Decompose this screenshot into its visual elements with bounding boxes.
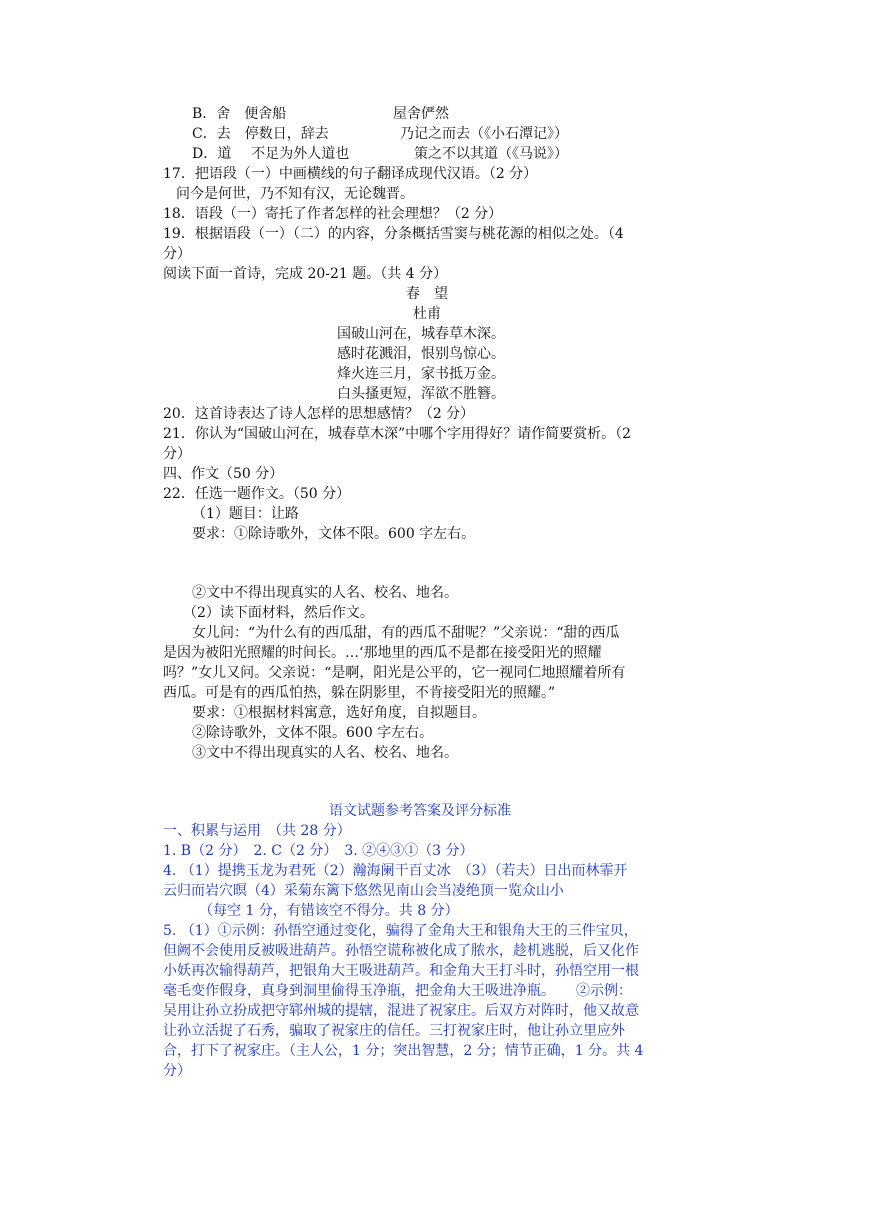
question-22: 22．任选一题作文。（50 分） bbox=[163, 486, 351, 502]
essay-2-requirement-2: ②除诗歌外，文体不限。600 字左右。 bbox=[192, 725, 434, 741]
essay-1-requirement-2: ②文中不得出现真实的人名、校名、地名。 bbox=[192, 585, 458, 601]
question-19-line1: 19．根据语段（一）（二）的内容，分条概括雪窦与桃花源的相似之处。（4 bbox=[163, 226, 624, 242]
answer-5-line: 5. （1）①示例：孙悟空通过变化，骗得了金角大王和银角大王的三件宝贝， bbox=[163, 923, 638, 939]
answers-section-1: 一、积累与运用 （共 28 分） bbox=[163, 823, 351, 839]
answer-4-note: （每空 1 分，有错该空不得分。共 8 分） bbox=[199, 903, 459, 919]
answer-5-line: 小妖再次输得葫芦，把银角大王吸进葫芦。和金角大王打斗时，孙悟空用一根 bbox=[163, 963, 639, 979]
section-heading-4: 四、作文（50 分） bbox=[163, 466, 284, 482]
answer-5-line: 分） bbox=[163, 1063, 191, 1079]
answer-5-line: 让孙立活捉了石秀，骗取了祝家庄的信任。三打祝家庄时，他让孙立里应外 bbox=[163, 1023, 625, 1039]
poem-intro: 阅读下面一首诗，完成 20-21 题。（共 4 分） bbox=[163, 266, 448, 282]
answer-5-line: 但阙不会使用反被吸进葫芦。孙悟空谎称被化成了脓水，趁机逃脱，后又化作 bbox=[163, 943, 639, 959]
answer-4-line: 4. （1）提携玉龙为君死（2）瀚海阑干百丈冰 （3）（若夫）日出而林霏开 bbox=[163, 863, 628, 879]
answer-5-line: 合，打下了祝家庄。（主人公，1 分；突出智慧，2 分；情节正确，1 分。共 4 bbox=[163, 1043, 644, 1059]
answer-5-line: 毫毛变作假身，真身到洞里偷得玉净瓶，把金角大王吸进净瓶。 ②示例： bbox=[163, 983, 632, 999]
question-17-sentence: 问今是何世，乃不知有汉，无论魏晋。 bbox=[176, 186, 414, 202]
poem-author: 杜甫 bbox=[413, 306, 441, 322]
essay-2-requirement-1: 要求：①根据材料寓意，选好角度，自拟题目。 bbox=[192, 705, 486, 721]
question-17: 17．把语段（一）中画横线的句子翻译成现代汉语。（2 分） bbox=[163, 166, 538, 182]
essay-2-material-line: 女儿问：“为什么有的西瓜甜，有的西瓜不甜呢？”父亲说：“甜的西瓜 bbox=[192, 625, 620, 641]
option-b-left: 便舍船 bbox=[244, 106, 287, 122]
essay-1-requirement-1: 要求：①除诗歌外，文体不限。600 字左右。 bbox=[192, 526, 476, 542]
essay-1-title: （1）题目：让路 bbox=[192, 506, 299, 522]
option-d-label: D．道 bbox=[192, 146, 232, 162]
poem-line: 烽火连三月，家书抵万金。 bbox=[337, 366, 505, 382]
answers-title: 语文试题参考答案及评分标准 bbox=[329, 803, 511, 819]
essay-2-title: （2）读下面材料，然后作文。 bbox=[183, 605, 374, 621]
essay-2-material-line: 西瓜。可是有的西瓜怕热，躲在阴影里，不肯接受阳光的照耀。” bbox=[163, 685, 556, 701]
option-c-label: C．去 bbox=[192, 126, 231, 142]
option-b-right: 屋舍俨然 bbox=[393, 106, 449, 122]
question-19-line2: 分） bbox=[163, 246, 191, 262]
essay-2-material-line: 吗？”女儿又问。父亲说：“是啊，阳光是公平的，它一视同仁地照耀着所有 bbox=[163, 665, 626, 681]
answer-4-line: 云归而岩穴暝（4）采菊东篱下悠然见南山会当凌绝顶一览众山小 bbox=[163, 883, 564, 899]
question-18: 18．语段（一）寄托了作者怎样的社会理想？（2 分） bbox=[163, 206, 503, 222]
option-b-label: B．舍 bbox=[192, 106, 231, 122]
option-c bbox=[192, 124, 329, 144]
essay-2-requirement-3: ③文中不得出现真实的人名、校名、地名。 bbox=[192, 745, 458, 761]
option-d-left: 不足为外人道也 bbox=[251, 146, 350, 162]
option-c-right: 乃记之而去（《小石潭记》） bbox=[400, 126, 568, 142]
question-21-line1: 21．你认为“国破山河在，城春草木深”中哪个字用得好？请作简要赏析。（2 bbox=[163, 426, 632, 442]
answers-1-3: 1. B（2 分） 2. C（2 分） 3. ②④③①（3 分） bbox=[163, 843, 474, 859]
question-20: 20．这首诗表达了诗人怎样的思想感情？（2 分） bbox=[163, 406, 475, 422]
poem-line: 白头搔更短，浑欲不胜簪。 bbox=[337, 386, 505, 402]
option-d-right: 策之不以其道（《马说》） bbox=[414, 146, 568, 162]
option-b bbox=[192, 104, 286, 124]
option-c-left: 停数日，辞去 bbox=[244, 126, 329, 142]
poem-title: 春 望 bbox=[406, 286, 448, 302]
poem-line: 感时花溅泪，恨别鸟惊心。 bbox=[337, 346, 505, 362]
option-d bbox=[192, 144, 349, 164]
question-21-line2: 分） bbox=[163, 446, 191, 462]
answer-5-line: 吴用让孙立扮成把守郓州城的提辖，混进了祝家庄。后双方对阵时，他又故意 bbox=[163, 1003, 639, 1019]
essay-2-material-line: 是因为被阳光照耀的时间长。…‘那地里的西瓜不是都在接受阳光的照耀 bbox=[163, 645, 602, 661]
poem-line: 国破山河在，城春草木深。 bbox=[337, 326, 505, 342]
